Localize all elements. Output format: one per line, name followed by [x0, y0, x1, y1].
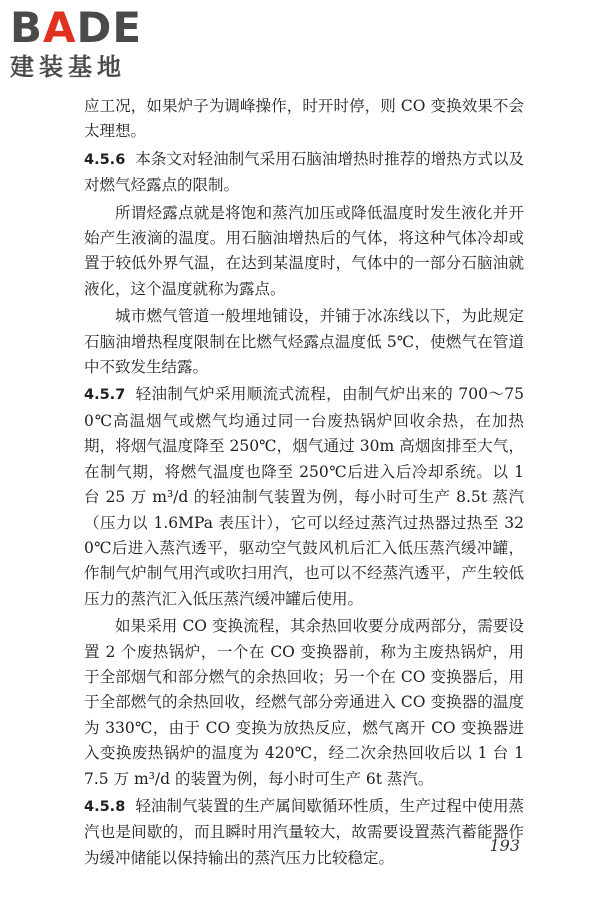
logo-subtitle: 建装基地 [10, 53, 126, 81]
section-number: 4.5.6 [84, 151, 126, 168]
bade-logo [10, 3, 180, 90]
page-number: 193 [489, 836, 520, 855]
section-text: 轻油制气装置的生产属间歇循环性质，生产过程中使用蒸汽也是间歇的，而且瞬时用汽量较大，故需要设置蒸汽蓄能器作为缓冲储能以保持输出的蒸汽压力比较稳定。 [84, 796, 524, 867]
logo-letters-de: DE [76, 3, 143, 52]
section-number: 4.5.8 [84, 798, 126, 815]
paragraph-dew-point: 所谓烃露点就是将饱和蒸汽加压或降低温度时发生液化并开始产生液滴的温度。用石脑油增热后的气体，将这种气体冷却或置于较低外界气温，在达到某温度时，气体中的一部分石脑油就液化，这个温度就称为露点。 [84, 203, 524, 298]
logo-letter-a-accent: A [43, 3, 77, 52]
section-number: 4.5.7 [84, 387, 126, 404]
paragraph-continuation: 应工况，如果炉子为调峰操作，时开时停，则 CO 变换效果不会太理想。 [84, 97, 524, 141]
section-4-5-7 [84, 382, 524, 612]
section-text: 轻油制气炉采用顺流式流程，由制气炉出来的 700～750℃高温烟气或燃气均通过同一台废热锅炉回收余热，在加热期，将烟气温度降至 250℃，烟气通过 30m 高烟囱排至大气，在制气期，将燃气温度也降至 250℃后进入后冷却系统。以 1 台 25 万 m³/d 的轻油制气装置为例，每小时可生产 8.5t 蒸汽（压力以 1.6MPa 表压计），它可以经过蒸汽过热器过热至 320℃后进入蒸汽透平，驱动空气鼓风机后汇入低压蒸汽缓冲罐，作制气炉制气用汽或吹扫用汽，也可以不经蒸汽透平，产生较低压力的蒸汽汇入低压蒸汽缓冲罐后使用。 [84, 385, 524, 608]
paragraph-co-conversion: 如果采用 CO 变换流程，其余热回收要分成两部分，需要设置 2 个废热锅炉，一个在 CO 变换器前，称为主废热锅炉，用于全部烟气和部分燃气的余热回收；另一个在 CO 变换器后，用于全部燃气的余热回收，经燃气部分旁通进入 CO 变换器的温度为 330℃，由于 CO 变换为放热反应，燃气离开 CO 变换器进入变换废热锅炉的温度为 420℃，经二次余热回收后以 1 台 17.5 万 m³/d 的装置为例，每小时可生产 6t 蒸汽。 [84, 617, 524, 788]
logo-wordmark [10, 3, 180, 52]
document-body [84, 94, 524, 871]
logo-letter-b: B [10, 3, 44, 52]
paragraph-pipeline: 城市燃气管道一般埋地铺设，并铺于冰冻线以下，为此规定石脑油增热程度限制在比燃气烃露点温度低 5℃，使燃气在管道中不致发生结露。 [84, 307, 524, 377]
section-4-5-8 [84, 794, 524, 871]
section-text: 本条文对轻油制气采用石脑油增热时推荐的增热方式以及对燃气烃露点的限制。 [84, 149, 524, 195]
section-4-5-6 [84, 147, 524, 199]
